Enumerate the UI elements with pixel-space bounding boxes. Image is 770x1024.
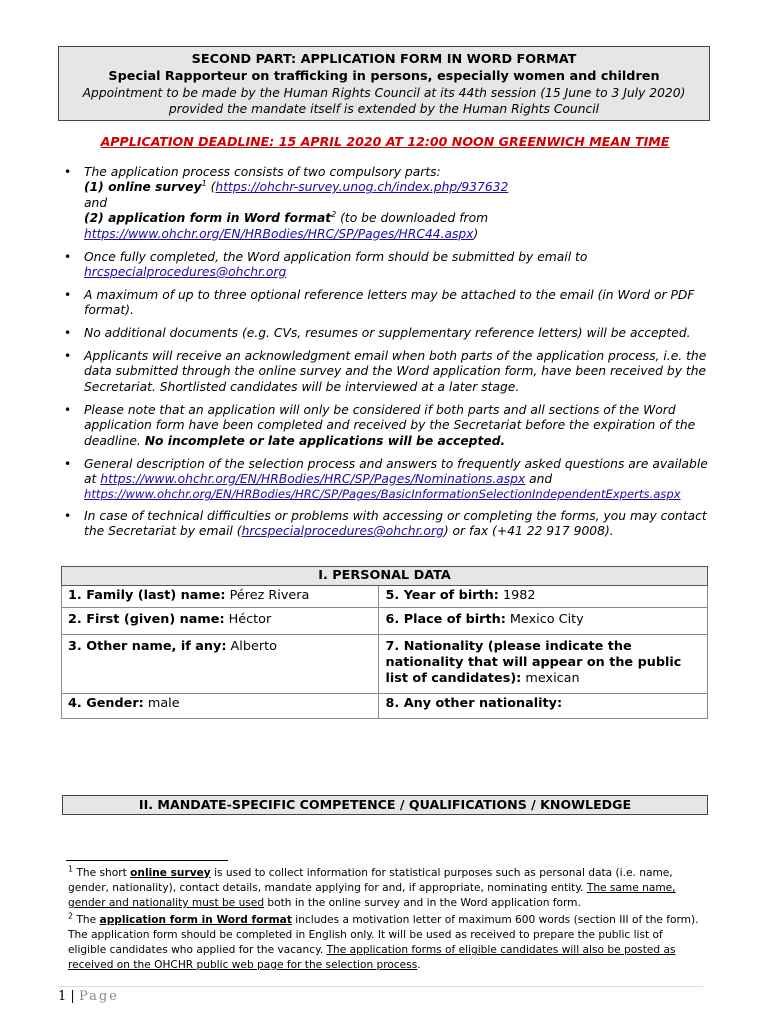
footnote-ref-1[interactable]: 1	[201, 179, 207, 189]
footnote-text: is used to collect information for statistical purposes such as personal data (i.e. name, gender, nationality), contact details, mandate applying for and, if appropriate, nominating entity.	[68, 867, 673, 894]
page-number	[58, 989, 119, 1004]
footnote-1	[68, 866, 700, 911]
nationality-field[interactable]	[379, 635, 708, 694]
field-value: Mexico City	[505, 612, 584, 627]
field-label: 7. Nationality (please indicate the nationality that will appear on the public list of candidates):	[385, 639, 682, 686]
header-box	[58, 46, 710, 121]
first-name-field[interactable]	[62, 608, 379, 635]
footnote-bold: online survey	[130, 867, 211, 879]
gender-field[interactable]	[62, 694, 379, 719]
footnote-text: both in the online survey and in the Word application form.	[264, 897, 581, 909]
technical-help-text: In case of technical difficulties or problems with accessing or completing the forms, you may contact the Secretariat by email (	[84, 508, 707, 539]
personal-data-table	[61, 566, 708, 719]
footnote-number: 2	[68, 911, 74, 921]
footnote-separator	[66, 860, 228, 861]
form-title: SECOND PART: APPLICATION FORM IN WORD FORMAT	[191, 52, 577, 67]
instructions-list	[64, 165, 714, 547]
fax-text: ) or fax (+41 22 917 9008).	[443, 524, 614, 539]
and-text: and	[525, 471, 553, 486]
field-value: Héctor	[224, 612, 272, 627]
page-number-value: 1	[58, 989, 67, 1004]
application-deadline: APPLICATION DEADLINE: 15 APRIL 2020 AT 12:00 NOON GREENWICH MEAN TIME	[100, 134, 670, 149]
mandate-section-title: II. MANDATE-SPECIFIC COMPETENCE / QUALIFICATIONS / KNOWLEDGE	[62, 795, 708, 815]
form-download-link[interactable]: https://www.ohchr.org/EN/HRBodies/HRC/SP/Pages/HRC44.aspx	[84, 226, 474, 241]
consideration-text: Please note that an application will only be considered if both parts and all sections of the Word application form have been completed and received by the Secretariat before the expiration of the deadline.	[84, 402, 696, 448]
field-label: 6. Place of birth:	[385, 612, 506, 627]
download-text: (to be downloaded from	[336, 211, 489, 226]
intro-text: The application process consists of two compulsory parts:	[84, 165, 441, 179]
field-label: 5. Year of birth:	[385, 588, 499, 603]
footnote-text: includes a motivation letter of maximum 600 words (section III of the form). The application form should be completed in English only. It will be used as received to prepare the public list of eligible candidates who applied for the vacancy.	[68, 914, 699, 956]
word-form-label: (2) application form in Word format	[84, 211, 332, 226]
page-label: Page	[78, 989, 119, 1004]
personal-data-title: I. PERSONAL DATA	[62, 567, 708, 586]
list-item	[64, 288, 714, 319]
reference-letters-text: A maximum of up to three optional reference letters may be attached to the email (in Word or PDF format).	[84, 287, 695, 318]
field-label: 4. Gender:	[68, 696, 144, 711]
no-late-applications-text: No incomplete or late applications will be accepted.	[144, 433, 506, 448]
footnote-underlined: The application forms of eligible candidates will also be posted as received on the OHCHR public web page for the selection process	[68, 944, 676, 971]
list-item	[64, 457, 714, 503]
other-nationality-field[interactable]	[379, 694, 708, 719]
footnote-text: The	[73, 914, 100, 926]
submit-text: Once fully completed, the Word application form should be submitted by email to	[84, 249, 588, 264]
email-link[interactable]: hrcspecialprocedures@ohchr.org	[84, 264, 287, 279]
field-value: Pérez Rivera	[225, 588, 310, 603]
and-text: and	[84, 195, 108, 210]
field-label: 3. Other name, if any:	[68, 639, 227, 654]
footnote-underlined: The same name, gender and nationality must be used	[68, 882, 676, 909]
field-value: mexican	[521, 671, 580, 686]
year-of-birth-field[interactable]	[379, 586, 708, 608]
list-item	[64, 403, 714, 449]
faq-text: General description of the selection process and answers to frequently asked questions are available at	[84, 456, 708, 486]
survey-link[interactable]: https://ohchr-survey.unog.ch/index.php/937632	[215, 180, 509, 195]
footnote-text: The short	[73, 867, 131, 879]
paren-close: )	[473, 226, 479, 241]
footnote-number: 1	[68, 864, 74, 874]
list-item	[64, 509, 714, 540]
selection-info-link[interactable]: https://www.ohchr.org/EN/HRBodies/HRC/SP/Pages/BasicInformationSelectionIndependentExperts.aspx	[84, 487, 681, 502]
appointment-line-2: provided the mandate itself is extended by the Human Rights Council	[168, 102, 600, 116]
nominations-link[interactable]: https://www.ohchr.org/EN/HRBodies/HRC/SP/Pages/Nominations.aspx	[100, 471, 526, 486]
list-item	[64, 165, 714, 242]
footnote-text: .	[417, 959, 421, 971]
field-value: 1982	[498, 588, 536, 603]
field-label: 8. Any other nationality:	[385, 696, 563, 711]
footnote-bold: application form in Word format	[99, 914, 292, 926]
footnote-2	[68, 913, 700, 973]
other-name-field[interactable]	[62, 635, 379, 694]
list-item	[64, 349, 714, 395]
appointment-line-1: Appointment to be made by the Human Rights Council at its 44th session (15 June to 3 July 2020)	[82, 86, 686, 100]
page-separator: |	[66, 989, 79, 1004]
field-value: male	[143, 696, 180, 711]
acknowledgment-text: Applicants will receive an acknowledgment email when both parts of the application process, i.e. the data submitted through the online survey and the Word application form, have been received by the Secretariat. Shortlisted candidates will be interviewed at a later stage.	[84, 349, 707, 394]
paren-open: (	[206, 180, 216, 195]
contact-email-link[interactable]: hrcspecialprocedures@ohchr.org	[241, 524, 444, 539]
no-additional-docs-text: No additional documents (e.g. CVs, resumes or supplementary reference letters) will be accepted.	[84, 326, 691, 341]
list-item	[64, 326, 714, 341]
online-survey-label: (1) online survey	[84, 180, 202, 195]
family-name-field[interactable]	[62, 586, 379, 608]
field-label: 1. Family (last) name:	[68, 588, 226, 603]
field-label: 2. First (given) name:	[68, 612, 225, 627]
form-subtitle: Special Rapporteur on trafficking in persons, especially women and children	[108, 69, 660, 84]
place-of-birth-field[interactable]	[379, 608, 708, 635]
list-item	[64, 250, 714, 281]
footnote-ref-2[interactable]: 2	[331, 210, 337, 220]
field-value: Alberto	[226, 639, 277, 654]
footer-divider	[58, 986, 703, 987]
